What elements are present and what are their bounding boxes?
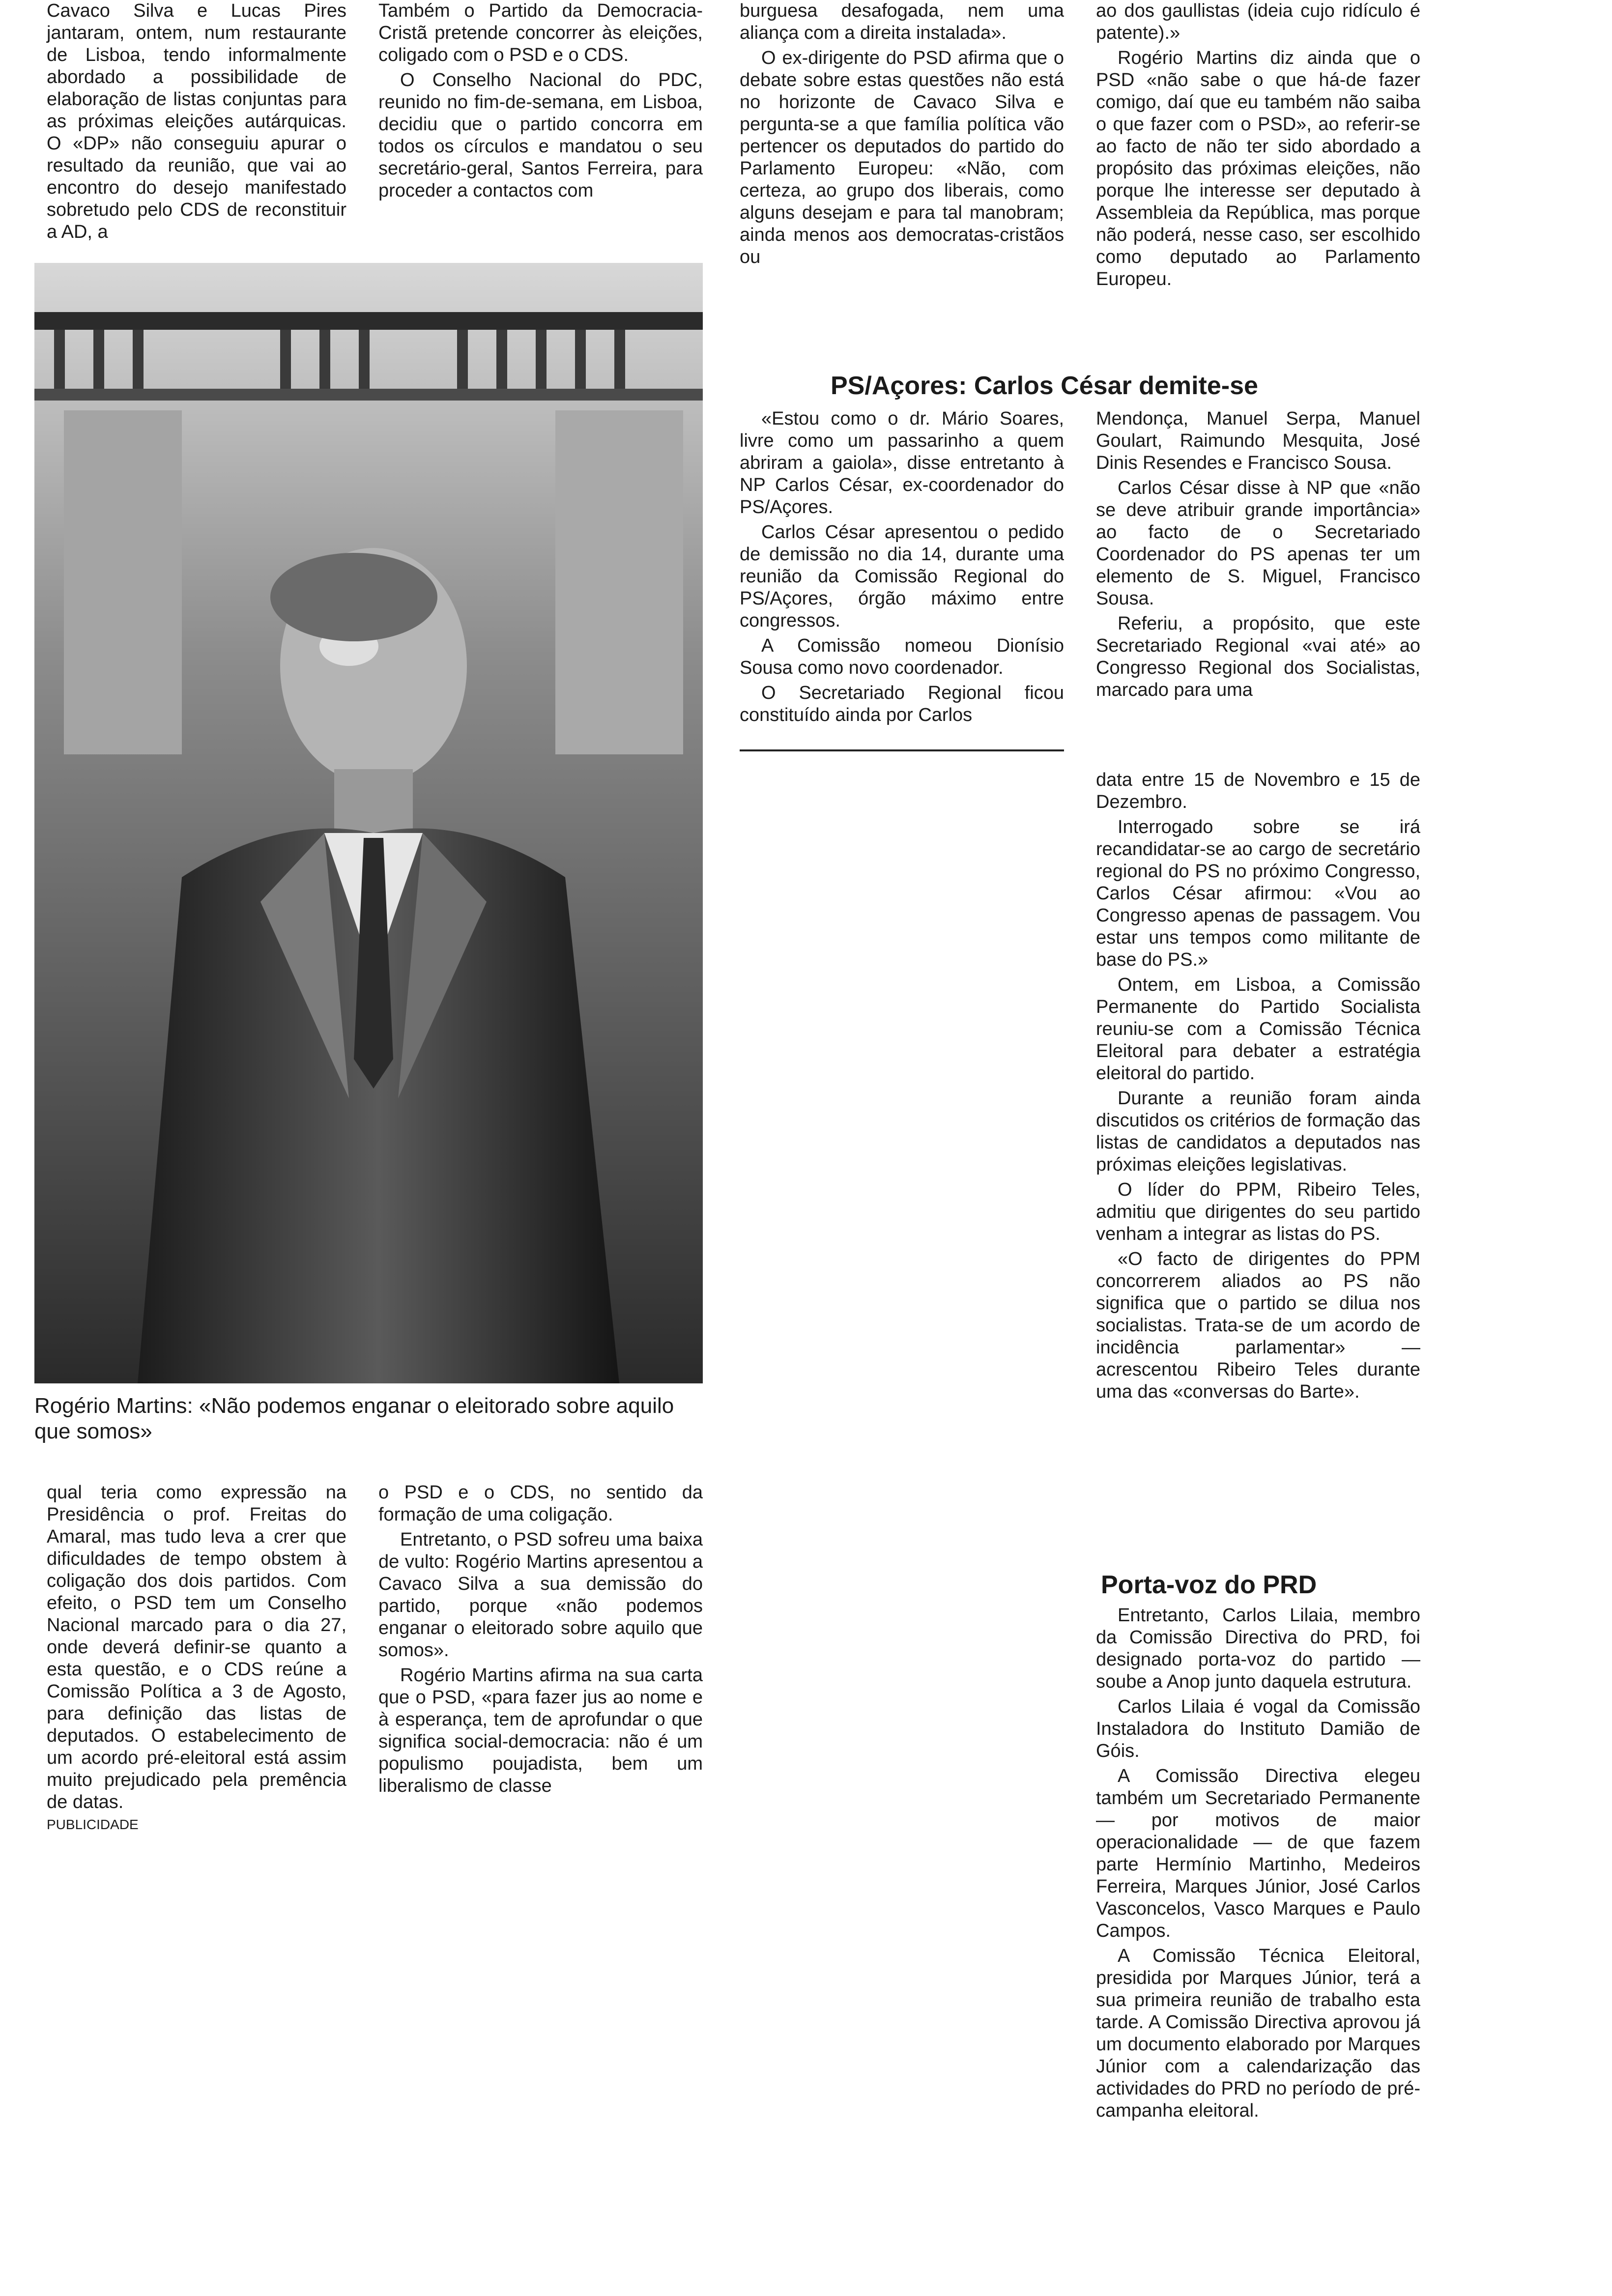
paragraph: O líder do PPM, Ribeiro Teles, admitiu que dirigentes do seu partido venham a integrar as listas do PS. [1096, 1179, 1420, 1244]
ps-acores-left-column [740, 408, 1064, 729]
top-left-column [47, 0, 346, 246]
paragraph: burguesa desafogada, nem uma aliança com a direita instalada». [740, 0, 1064, 43]
paragraph: Rogério Martins afirma na sua carta que o PSD, «para fazer jus ao nome e à esperança, tem de aprofundar o que significa social-democracia: não é um populismo poujadista, bem um liberalismo de classe [378, 1665, 703, 1796]
paragraph: Interrogado sobre se irá recandidatar-se ao cargo de secretário regional do PS no próximo Congresso, Carlos César afirmou: «Vou ao Congresso apenas de passagem. Vou estar uns tempos como militante de base do PS.» [1096, 817, 1420, 970]
section-rule [740, 749, 1064, 751]
paragraph: Cavaco Silva e Lucas Pires jantaram, ontem, num restaurante de Lisboa, tendo informalmente abordado a possibilidade de elaboração de listas conjuntas para as próximas eleições autárquicas. O «DP» não conseguiu apurar o resultado da reunião, que vai ao encontro do desejo manifestado sobretudo pelo CDS de reconstituir a AD, a [47, 0, 346, 242]
right-long-column [1096, 769, 1420, 1406]
paragraph: Durante a reunião foram ainda discutidos os critérios de formação das listas de candidatos a deputados nas próximas eleições legislativas. [1096, 1088, 1420, 1175]
paragraph: O Conselho Nacional do PDC, reunido no fim-de-semana, em Lisboa, decidiu que o partido concorra em todos os círculos e mandatou o seu secretário-geral, Santos Ferreira, para proceder a contactos com [378, 70, 703, 201]
paragraph: Ontem, em Lisboa, a Comissão Permanente do Partido Socialista reuniu-se com a Comissão Técnica Eleitoral para debater a estratégia eleitoral do partido. [1096, 975, 1420, 1084]
paragraph: A Comissão Técnica Eleitoral, presidida por Marques Júnior, terá a sua primeira reunião de trabalho esta tarde. A Comissão Directiva aprovou já um documento elaborado por Marques Júnior com a calendarização das actividades do PRD no período de pré-campanha eleitoral. [1096, 1946, 1420, 2121]
paragraph: O Secretariado Regional ficou constituído ainda por Carlos [740, 683, 1064, 725]
prd-column [1096, 1605, 1420, 2125]
paragraph: Referiu, a propósito, que este Secretariado Regional «vai até» ao Congresso Regional dos Socialistas, marcado para uma [1096, 613, 1420, 700]
paragraph: qual teria como expressão na Presidência o prof. Freitas do Amaral, mas tudo leva a crer que dificuldades de tempo obstem à coligação dos dois partidos. Com efeito, o PSD tem um Conselho Nacional marcado para o dia 27, onde deverá definir-se quanto a esta questão, e o CDS reúne a Comissão Política a 3 de Agosto, para definição das listas de deputados. O estabelecimento de um acordo pré-eleitoral está assim muito prejudicado pela premência de datas. [47, 1482, 346, 1812]
paragraph: O ex-dirigente do PSD afirma que o debate sobre estas questões não está no horizonte de Cavaco Silva e pergunta-se a que família política vão pertencer os deputados do partido do Parlamento Europeu: «Não, com certeza, ao grupo dos liberais, como alguns desejam e para tal manobram; ainda menos aos democratas-cristãos ou [740, 48, 1064, 267]
photo-illustration [34, 263, 703, 1383]
top-right-column-a [740, 0, 1064, 271]
paragraph: data entre 15 de Novembro e 15 de Dezembro. [1096, 770, 1420, 812]
bottom-left-column [47, 1482, 346, 1836]
paragraph: Mendonça, Manuel Serpa, Manuel Goulart, Raimundo Mesquita, José Dinis Resendes e Francisco Sousa. [1096, 408, 1420, 473]
ps-acores-heading: PS/Açores: Carlos César demite-se [831, 372, 1258, 400]
paragraph: Entretanto, Carlos Lilaia, membro da Comissão Directiva do PRD, foi designado porta-voz do partido — soube a Anop junto daquela estrutura. [1096, 1605, 1420, 1692]
ps-acores-right-column [1096, 408, 1420, 704]
paragraph: Também o Partido da Democracia-Cristã pretende concorrer às eleições, coligado com o PSD e o CDS. [378, 0, 703, 65]
paragraph: Carlos César disse à NP que «não se deve atribuir grande importância» ao facto de o Secretariado Coordenador do PS apenas ter um elemento de S. Miguel, Francisco Sousa. [1096, 478, 1420, 609]
paragraph: A Comissão Directiva elegeu também um Secretariado Permanente — por motivos de maior operacionalidade — de que fazem parte Hermínio Martinho, Medeiros Ferreira, Marques Júnior, José Carlos Vasconcelos, Vasco Marques e Paulo Campos. [1096, 1766, 1420, 1941]
photo-rogerio-martins [34, 263, 703, 1383]
paragraph: «O facto de dirigentes do PPM concorrerem aliados ao PS não significa que o partido se dilua nos socialistas. Trata-se de um acordo de incidência parlamentar» — acrescentou Ribeiro Teles durante uma das «conversas do Barte». [1096, 1249, 1420, 1402]
paragraph: Carlos Lilaia é vogal da Comissão Instaladora do Instituto Damião de Góis. [1096, 1696, 1420, 1761]
paragraph: Rogério Martins diz ainda que o PSD «não sabe o que há-de fazer comigo, daí que eu também não saiba o que fazer com o PSD», ao referir-se ao facto de não ter sido abordado a propósito das próximas eleições, não porque lhe interesse ser deputado à Assembleia da República, mas porque não poderá, nesse caso, ser escolhido como deputado ao Parlamento Europeu. [1096, 48, 1420, 289]
paragraph: «Estou como o dr. Mário Soares, livre como um passarinho a quem abriram a gaiola», disse entretanto à NP Carlos César, ex-coordenador do PS/Açores. [740, 408, 1064, 517]
photo-caption: Rogério Martins: «Não podemos enganar o eleitorado sobre aquilo que somos» [34, 1394, 674, 1443]
paragraph: o PSD e o CDS, no sentido da formação de uma coligação. [378, 1482, 703, 1525]
paragraph: Carlos César apresentou o pedido de demissão no dia 14, durante uma reunião da Comissão Regional do PS/Açores, órgão máximo entre congressos. [740, 522, 1064, 631]
prd-heading: Porta-voz do PRD [1101, 1571, 1317, 1599]
paragraph: ao dos gaullistas (ideia cujo ridículo é patente).» [1096, 0, 1420, 43]
paragraph: A Comissão nomeou Dionísio Sousa como novo coordenador. [740, 635, 1064, 678]
bottom-middle-column [378, 1482, 703, 1800]
footer-label: PUBLICIDADE [47, 1817, 139, 1832]
top-middle-column [378, 0, 703, 205]
top-right-column-b [1096, 0, 1420, 293]
paragraph: Entretanto, o PSD sofreu uma baixa de vulto: Rogério Martins apresentou a Cavaco Silva a sua demissão do partido, porque «não podemos enganar o eleitorado sobre aquilo que somos». [378, 1529, 703, 1661]
